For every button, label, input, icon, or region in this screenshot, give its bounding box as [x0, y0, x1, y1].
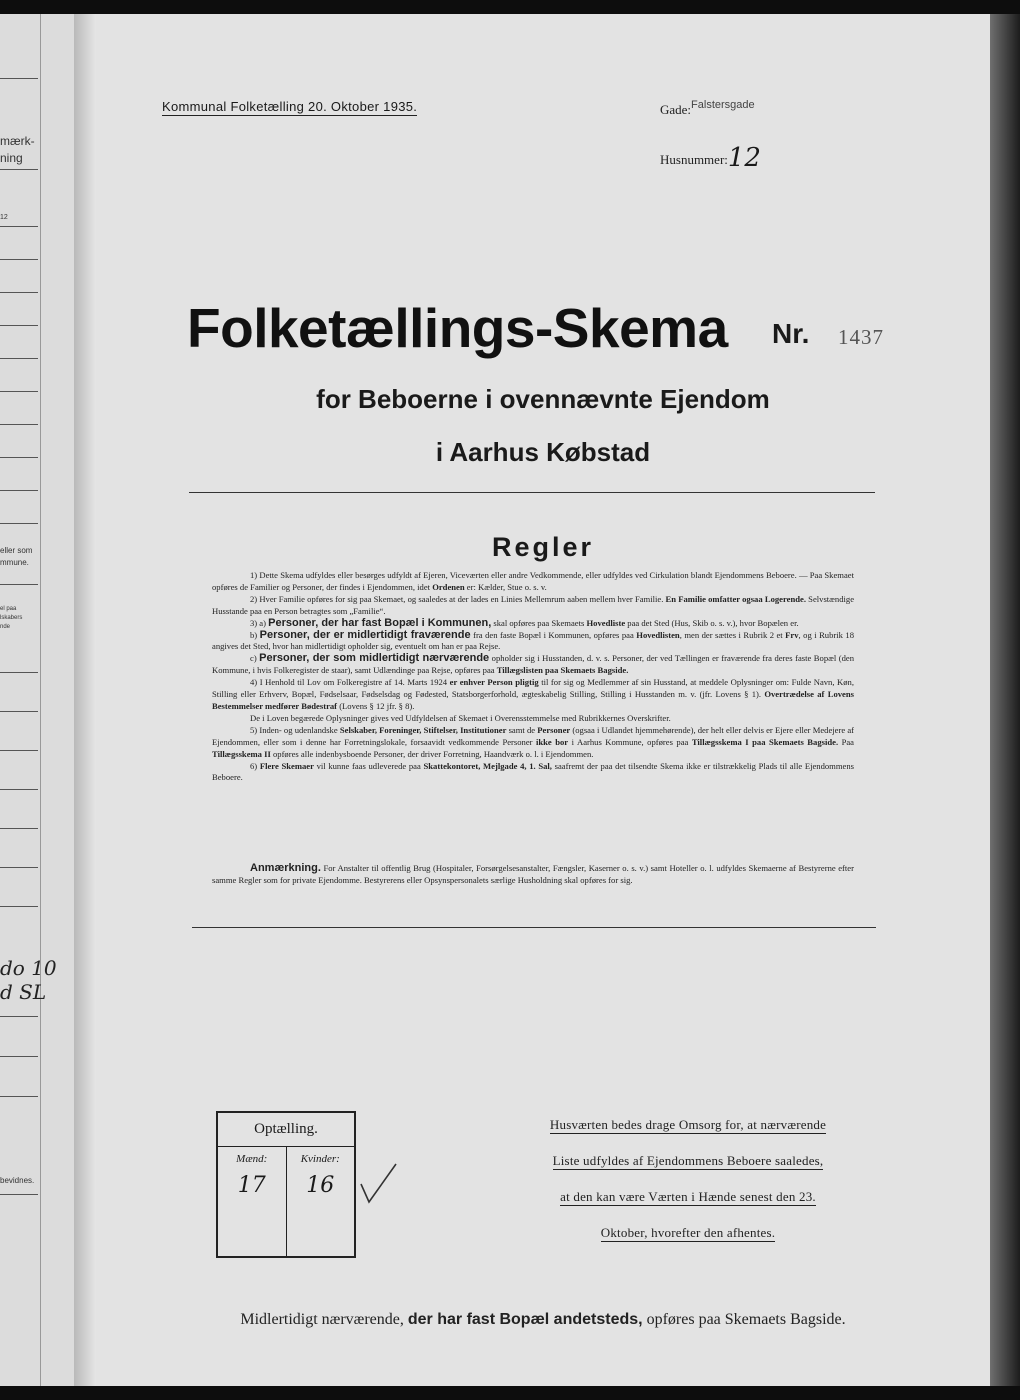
- rule-2: 2) Hver Familie opføres for sig paa Skemaet, og saaledes at der lades en Linies Mellemrum aaben mellem hver Familie. En Familie omfatter ogsaa Logerende. Selvstændige Husstande paa en Person betragtes som „Familie“.: [212, 593, 855, 616]
- rules-heading: Regler: [491, 532, 595, 562]
- left-page-rule: [0, 391, 38, 392]
- left-page-rule: [0, 78, 38, 79]
- form-subtitle: for Beboerne i ovennævnte Ejendom: [316, 384, 770, 414]
- rule-5: 5) Inden- og udenlandske Selskaber, Foreninger, Stiftelser, Institutioner samt de Personer (ogsaa i Udlandet hjemmehørende), der helt eller delvis er Ejere eller Medejere af Ejendommen, eller som i denne har Forretningslokale, forsaavidt vedkommende Personer ikke bor i Aarhus Kommune, opføres paa Tillægsskema I paa Skemaets Bagside. Paa Tillægsskema II opføres alle indenbysboende Personer, der driver Forretning, Haandværk o. l. i Ejendommen.: [212, 724, 854, 759]
- left-page-rule: [0, 711, 38, 712]
- left-page-rule: [0, 906, 38, 907]
- checkmark-icon: [359, 1162, 399, 1206]
- left-page-margin-line: [40, 14, 41, 1386]
- left-page-fragment: mærk-: [0, 134, 35, 148]
- rule-3a: 3) a) Personer, der har fast Bopæl i Kommunen, skal opføres paa Skemaets Hovedliste paa det Sted (Hus, Skib o. s. v.), hvor Bopælen er.: [250, 616, 799, 629]
- left-page-fragment: lskabers: [0, 615, 23, 621]
- left-page-rule: [0, 169, 38, 170]
- tally-title: Optælling.: [218, 1113, 354, 1147]
- left-page-rule: [0, 672, 38, 673]
- left-page-rule: [0, 490, 38, 491]
- book-gutter: [74, 14, 96, 1386]
- form-heading: Folketællings-Skema: [187, 297, 728, 359]
- house-number-field: [660, 141, 761, 171]
- rule-4-note: De i Loven begærede Oplysninger gives ved Udfyldelsen af Skemaet i Overensstemmelse med Rubrikkernes Overskrifter.: [250, 712, 671, 723]
- left-page-fragment: ning: [0, 151, 23, 165]
- left-page-rule: [0, 750, 38, 751]
- left-page-fragment: eller som: [0, 546, 33, 555]
- left-page-rule: [0, 828, 38, 829]
- left-page-rule: [0, 226, 38, 227]
- left-page-rule: [0, 584, 38, 585]
- tally-men-column: [218, 1147, 286, 1256]
- left-page-rule: [0, 789, 38, 790]
- street-field: [660, 99, 755, 118]
- rule-6: 6) Flere Skemaer vil kunne faas udleverede paa Skattekontoret, Mejlgade 4, 1. Sal, saafremt der paa det tilsendte Skema ikke er tilstrækkelig Plads til alle Ejendommens Beboere.: [212, 760, 855, 783]
- house-number-value: 12: [727, 143, 761, 173]
- street-value: Falstersgade: [691, 99, 755, 111]
- census-title: Kommunal Folketælling 20. Oktober 1935.: [162, 99, 418, 114]
- left-page-fragment: 12: [0, 214, 8, 221]
- left-page-rule: [0, 1194, 38, 1195]
- street-label: Gade:: [660, 102, 692, 117]
- left-page-rule: [0, 1056, 38, 1057]
- house-number-label: Husnummer:: [660, 152, 728, 167]
- left-adjacent-page: [0, 14, 74, 1386]
- notice-line: Liste udfyldes af Ejendommens Beboere saaledes,: [552, 1153, 824, 1168]
- form-number-value: 1437: [838, 325, 884, 349]
- tally-men-label: Mænd:: [236, 1153, 268, 1165]
- left-page-rule: [0, 457, 38, 458]
- left-page-rule: [0, 259, 38, 260]
- left-page-rule: [0, 424, 38, 425]
- notice-line: Husværten bedes drage Omsorg for, at nærværende: [549, 1117, 827, 1132]
- left-page-handwriting: do 10 d SL: [0, 956, 57, 1004]
- left-page-fragment: bevidnes.: [0, 1176, 35, 1185]
- annotation-lead: Anmærkning.: [250, 862, 321, 874]
- left-page-rule: [0, 523, 38, 524]
- notice-line: at den kan være Værten i Hænde senest den 23.: [560, 1189, 816, 1204]
- left-page-rule: [0, 358, 38, 359]
- rule-4: 4) I Henhold til Lov om Folkeregistre af 14. Marts 1924 er enhver Person pligtig til for sig og Medlemmer af sin Husstand, at meddele Oplysninger om: Fulde Navn, Køn, Stilling eller Erhverv, Bopæl, Fødselsaar, Fødselsdag og Fødested, Statsborgerforhold, ægteskabelig Stilling, Stilling i Husstanden m. v. (jfr. Lovens § 1). Overtrædelse af Lovens Bestemmelser medfører Bødestraf (Lovens § 12 jfr. § 8).: [212, 677, 854, 711]
- rule-3c: c) Personer, der som midlertidigt nærværende opholder sig i Husstanden, d. v. s. Personer, der ved Tællingen er fraværende fra deres faste Bopæl (den Kommune, i hvis Folkeregister de staar), samt Udlændinge paa Rejse, opføres paa Tillægslisten paa Skemaets Bagside.: [212, 652, 855, 676]
- annotation-note: [212, 862, 854, 886]
- landlord-notice: [518, 1117, 858, 1261]
- rule-1: 1) Dette Skema udfyldes eller besørges udfyldt af Ejeren, Viceværten eller andre Vedkommende, eller udfyldes ved Cirkulation blandt Ejendommens Beboere. — Paa Skemaet opføres de Familier og Personer, der findes i Ejendommen, idet Ordenen er: Kælder, Stue o. s. v.: [212, 570, 854, 592]
- left-page-fragment: el paa: [0, 606, 17, 612]
- annotation-text: For Anstalter til offentlig Brug (Hospitaler, Forsørgelsesanstalter, Fængsler, Kaserner o. s. v.) samt Hoteller o. l. udfyldes Skemaerne af Bestyrerne efter samme Regler som for private Ejendomme. Bestyrerens eller Opsynspersonalets særlige Husholdning skal opføres for sig.: [212, 863, 854, 885]
- divider: [189, 492, 875, 493]
- tally-women-label: Kvinder:: [300, 1153, 340, 1165]
- rule-3b: b) Personer, der er midlertidigt fraværende fra den faste Bopæl i Kommunen, opføres paa Hovedlisten, men der sættes i Rubrik 2 et Frv, og i Rubrik 18 angives det Sted, hvor han midlertidigt opholder sig, eventuelt om han er paa Rejse.: [212, 628, 855, 652]
- rules-text: [212, 570, 854, 784]
- left-page-rule: [0, 325, 38, 326]
- left-page-rule: [0, 1016, 38, 1017]
- tally-women-column: [286, 1147, 355, 1256]
- left-page-rule: [0, 292, 38, 293]
- left-page-rule: [0, 1096, 38, 1097]
- left-page-fragment: nde: [0, 624, 11, 630]
- census-form-page: [96, 14, 990, 1386]
- tally-box: [216, 1111, 356, 1258]
- footer-note: Midlertidigt nærværende, der har fast Bopæl andetsteds, opføres paa Skemaets Bagside.: [240, 1311, 846, 1328]
- page-edge: [990, 14, 1020, 1386]
- left-page-fragment: mmune.: [0, 558, 29, 567]
- notice-line: Oktober, hvorefter den afhentes.: [600, 1225, 776, 1240]
- left-page-rule: [0, 867, 38, 868]
- tally-women-value: 16: [306, 1173, 335, 1198]
- form-number-label: Nr.: [772, 318, 810, 349]
- divider: [192, 927, 876, 928]
- tally-men-value: 17: [237, 1173, 266, 1198]
- form-location: i Aarhus Købstad: [435, 437, 651, 467]
